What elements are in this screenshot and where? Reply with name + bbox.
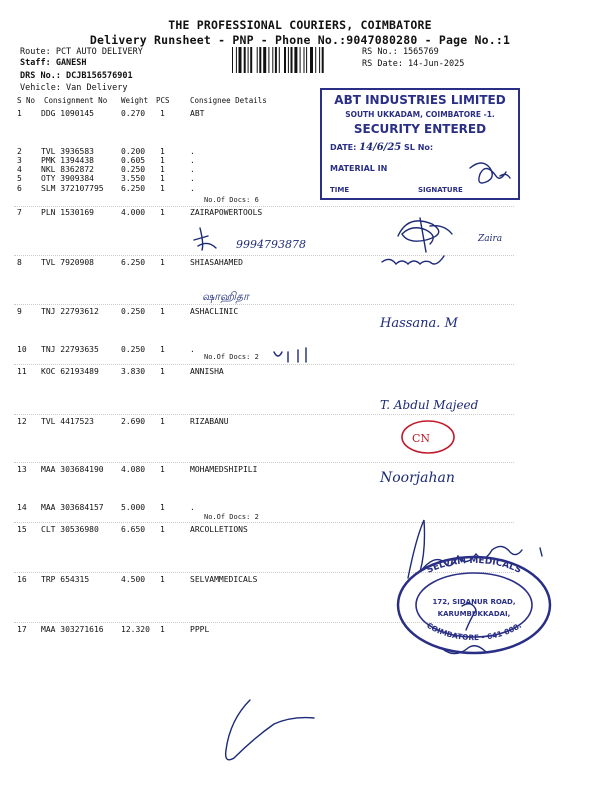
- handwritten-circled-text: CN: [412, 432, 431, 445]
- consignment-no: TRP 654315: [41, 575, 90, 584]
- consignment-no: PMK 1394438: [41, 156, 94, 165]
- consignee-name: .: [190, 165, 195, 174]
- pcs-value: 1: [160, 625, 165, 634]
- pcs-value: 1: [160, 174, 165, 183]
- stamp-material-label: MATERIAL IN: [330, 164, 388, 173]
- pcs-value: 1: [160, 109, 165, 118]
- row-sno: 15: [17, 525, 27, 534]
- col-weight: Weight: [121, 96, 149, 105]
- signature-mark: [540, 548, 542, 556]
- row-sno: 2: [17, 147, 22, 156]
- consignee-name: .: [190, 174, 195, 183]
- handwritten-tamil: ஷாஹிதா: [202, 290, 249, 303]
- weight-value: 6.250: [121, 184, 146, 193]
- rs-date: RS Date: 14-Jun-2025: [362, 59, 465, 69]
- pcs-value: 1: [160, 417, 165, 426]
- red-circle-mark: [402, 421, 454, 453]
- consignee-name: ABT: [190, 109, 205, 118]
- handwritten-note: Zaira: [478, 234, 503, 244]
- consignee-name: .: [190, 503, 195, 512]
- pcs-value: 1: [160, 367, 165, 376]
- col-sno: S No: [17, 96, 36, 105]
- pcs-value: 1: [160, 307, 165, 316]
- row-sno: 5: [17, 174, 22, 183]
- pcs-value: 1: [160, 575, 165, 584]
- handwritten-name: T. Abdul Majeed: [380, 398, 479, 412]
- weight-value: 0.250: [121, 307, 146, 316]
- row-sno: 3: [17, 156, 22, 165]
- weight-value: 5.000: [121, 503, 146, 512]
- consignee-name: MOHAMEDSHIPILI: [190, 465, 258, 474]
- consignment-no: SLM 372107795: [41, 184, 104, 193]
- docs-count: No.Of Docs: 2: [204, 513, 259, 521]
- row-sno: 7: [17, 208, 22, 217]
- pcs-value: 1: [160, 147, 165, 156]
- signature-mark: [420, 218, 452, 252]
- stamp-date-value: 14/6/25: [359, 142, 402, 153]
- consignee-name: .: [190, 156, 195, 165]
- signature-mark: [470, 163, 506, 183]
- consignment-no: TNJ 22793612: [41, 307, 99, 316]
- row-sno: 14: [17, 503, 27, 512]
- consignment-no: PLN 1530169: [41, 208, 94, 217]
- stamp-address-line: KARUMBUKKADAI,: [437, 610, 511, 618]
- row-sno: 1: [17, 109, 22, 118]
- rs-number: RS No.: 1565769: [362, 47, 439, 57]
- pcs-value: 1: [160, 208, 165, 217]
- handwritten-phone: 9994793878: [236, 238, 306, 251]
- weight-value: 0.250: [121, 345, 146, 354]
- signature-mark: [382, 256, 444, 264]
- consignee-name: .: [190, 345, 195, 354]
- pcs-value: 1: [160, 258, 165, 267]
- consignee-name: .: [190, 147, 195, 156]
- row-sno: 6: [17, 184, 22, 193]
- pcs-value: 1: [160, 156, 165, 165]
- consignment-no: TVL 7920908: [41, 258, 94, 267]
- signature-mark: [274, 348, 306, 362]
- row-sno: 10: [17, 345, 27, 354]
- consignee-name: ARCOLLETIONS: [190, 525, 248, 534]
- weight-value: 6.650: [121, 525, 146, 534]
- consignment-no: CLT 30536980: [41, 525, 99, 534]
- stamp-bottom-text: COIMBATORE - 641 008.: [425, 620, 523, 643]
- consignee-name: SELVAMMEDICALS: [190, 575, 258, 584]
- consignee-name: .: [190, 184, 195, 193]
- weight-value: 12.320: [121, 625, 150, 634]
- consignment-no: MAA 303684157: [41, 503, 104, 512]
- handwritten-name: Noorjahan: [380, 470, 455, 486]
- pcs-value: 1: [160, 345, 165, 354]
- col-consignment: Consignment No: [44, 96, 108, 105]
- weight-value: 3.550: [121, 174, 146, 183]
- weight-value: 4.080: [121, 465, 146, 474]
- stamp-company: ABT INDUSTRIES LIMITED: [334, 93, 506, 107]
- weight-value: 0.200: [121, 147, 146, 156]
- consignment-no: OTY 3909384: [41, 174, 94, 183]
- consignment-no: NKL 8362872: [41, 165, 94, 174]
- row-sno: 4: [17, 165, 22, 174]
- consignee-name: RIZABANU: [190, 417, 229, 426]
- consignee-name: ASHACLINIC: [190, 307, 239, 316]
- row-sno: 16: [17, 575, 27, 584]
- runsheet-subtitle: Delivery Runsheet - PNP - Phone No.:9047080280 - Page No.:1: [89, 33, 511, 47]
- stamp-signature-label: SIGNATURE: [418, 186, 463, 194]
- weight-value: 0.250: [121, 165, 146, 174]
- selvam-stamp: [398, 556, 550, 653]
- stamp-date-label: DATE:: [330, 143, 357, 152]
- pcs-value: 1: [160, 165, 165, 174]
- route-text: Route: PCT AUTO DELIVERY: [20, 47, 143, 57]
- consignee-name: SHIASAHAMED: [190, 258, 243, 267]
- row-sno: 17: [17, 625, 27, 634]
- weight-value: 4.000: [121, 208, 146, 217]
- row-sno: 13: [17, 465, 27, 474]
- signature-mark: [226, 700, 314, 760]
- stamp-time-label: TIME: [330, 186, 350, 194]
- stamp-address-line: 172, SIDANUR ROAD,: [432, 598, 516, 606]
- weight-value: 2.690: [121, 417, 146, 426]
- col-consignee: Consignee Details: [190, 96, 267, 105]
- pcs-value: 1: [160, 465, 165, 474]
- consignee-name: ZAIRAPOWERTOOLS: [190, 208, 263, 217]
- signature-mark: [398, 221, 439, 244]
- weight-value: 4.500: [121, 575, 146, 584]
- svg-text:COIMBATORE - 641 008.: [425, 621, 523, 642]
- pcs-value: 1: [160, 503, 165, 512]
- pcs-value: 1: [160, 525, 165, 534]
- vehicle-text: Vehicle: Van Delivery: [20, 83, 128, 93]
- consignment-no: MAA 303684190: [41, 465, 104, 474]
- consignment-no: TVL 4417523: [41, 417, 94, 426]
- drs-number: DRS No.: DCJB156576901: [20, 71, 133, 81]
- consignment-no: DDG 1090145: [41, 109, 94, 118]
- row-sno: 12: [17, 417, 27, 426]
- staff-text: Staff: GANESH: [20, 58, 87, 68]
- stamp-security: SECURITY ENTERED: [353, 122, 487, 136]
- consignee-name: ANNISHA: [190, 367, 224, 376]
- stamp-top-text: SELVAM MEDICALS: [425, 555, 523, 576]
- weight-value: 0.605: [121, 156, 146, 165]
- company-title: THE PROFESSIONAL COURIERS, COIMBATORE: [168, 18, 432, 32]
- stamp-sl-label: SL No:: [404, 143, 434, 152]
- consignment-no: TVL 3936583: [41, 147, 94, 156]
- consignment-no: KOC 62193489: [41, 367, 99, 376]
- stamp-address: SOUTH UKKADAM, COIMBATORE -1.: [345, 110, 495, 119]
- weight-value: 0.270: [121, 109, 146, 118]
- row-sno: 8: [17, 258, 22, 267]
- pcs-value: 1: [160, 184, 165, 193]
- consignment-no: TNJ 22793635: [41, 345, 99, 354]
- col-pcs: PCS: [156, 96, 170, 105]
- signature-mark: [194, 228, 216, 250]
- docs-count: No.Of Docs: 6: [204, 196, 259, 204]
- handwritten-name: Hassana. M: [380, 316, 458, 331]
- weight-value: 3.830: [121, 367, 146, 376]
- consignee-name: PPPL: [190, 625, 210, 634]
- row-sno: 11: [17, 367, 27, 376]
- row-sno: 9: [17, 307, 22, 316]
- consignment-no: MAA 303271616: [41, 625, 104, 634]
- weight-value: 6.250: [121, 258, 146, 267]
- docs-count: No.Of Docs: 2: [204, 353, 259, 361]
